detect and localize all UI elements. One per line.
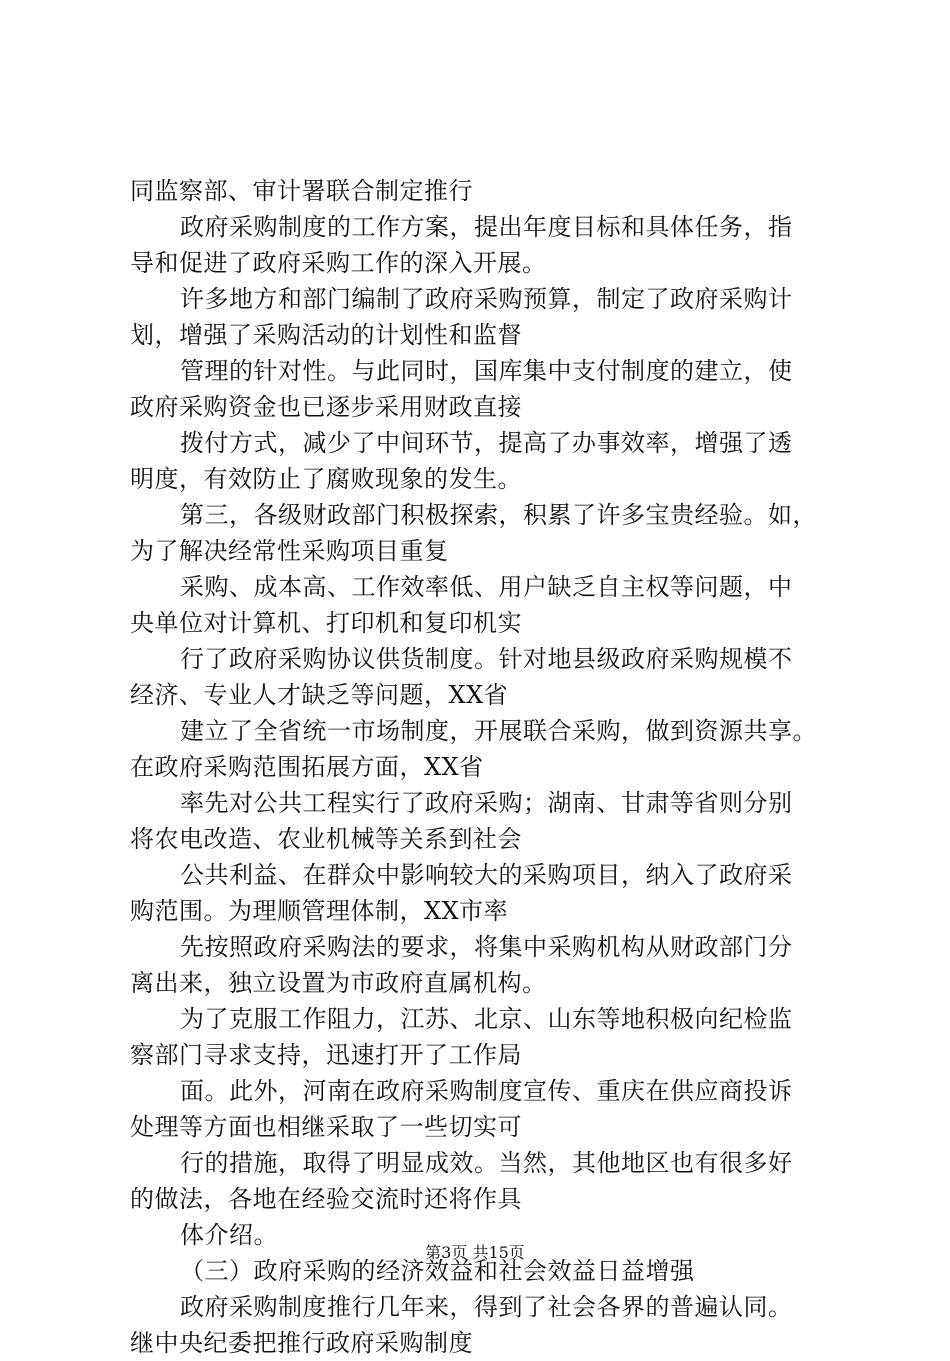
text-line: 央单位对计算机、打印机和复印机实 xyxy=(130,609,522,637)
page-footer: 第3页 共15页 xyxy=(425,1243,525,1262)
text-line: 先按照政府采购法的要求，将集中采购机构从财政部门分 xyxy=(180,933,793,961)
text-line: 面。此外，河南在政府采购制度宣传、重庆在供应商投诉 xyxy=(180,1077,793,1105)
text-line: 第三，各级财政部门积极探索，积累了许多宝贵经验。如， xyxy=(180,501,817,529)
text-line: 采购、成本高、工作效率低、用户缺乏自主权等问题，中 xyxy=(180,573,793,601)
text-line: 建立了全省统一市场制度，开展联合采购，做到资源共享。 xyxy=(180,717,817,745)
text-line: 处理等方面也相继采取了一些切实可 xyxy=(130,1113,522,1141)
text-line: 许多地方和部门编制了政府采购预算，制定了政府采购计 xyxy=(180,285,793,313)
text-line: 政府采购制度的工作方案，提出年度目标和具体任务，指 xyxy=(180,213,793,241)
text-line: 管理的针对性。与此同时，国库集中支付制度的建立，使 xyxy=(180,357,793,385)
text-line: 明度，有效防止了腐败现象的发生。 xyxy=(130,465,522,493)
document-body xyxy=(130,173,830,1361)
text-line: 将农电改造、农业机械等关系到社会 xyxy=(130,825,522,853)
text-line: 同监察部、审计署联合制定推行 xyxy=(130,177,473,205)
text-line: 离出来，独立设置为市政府直属机构。 xyxy=(130,969,547,997)
text-line: 察部门寻求支持，迅速打开了工作局 xyxy=(130,1041,522,1069)
text-line: 行了政府采购协议供货制度。针对地县级政府采购规模不 xyxy=(180,645,793,673)
text-line: 公共利益、在群众中影响较大的采购项目，纳入了政府采 xyxy=(180,861,793,889)
text-line: 政府采购制度推行几年来，得到了社会各界的普遍认同。 xyxy=(180,1293,793,1321)
text-line: 体介绍。 xyxy=(180,1221,278,1249)
text-line: 为了克服工作阻力，江苏、北京、山东等地积极向纪检监 xyxy=(180,1005,793,1033)
text-line: 率先对公共工程实行了政府采购；湖南、甘肃等省则分别 xyxy=(180,789,793,817)
text-line: （三）政府采购的经济效益和社会效益日益增强 xyxy=(180,1257,695,1285)
text-line: 经济、专业人才缺乏等问题，XX省 xyxy=(130,681,509,709)
text-line: 在政府采购范围拓展方面，XX省 xyxy=(130,753,484,781)
text-line: 划，增强了采购活动的计划性和监督 xyxy=(130,321,522,349)
text-line: 购范围。为理顺管理体制，XX市率 xyxy=(130,897,509,925)
text-line: 拨付方式，减少了中间环节，提高了办事效率，增强了透 xyxy=(180,429,793,457)
text-line: 为了解决经常性采购项目重复 xyxy=(130,537,449,565)
text-line: 行的措施，取得了明显成效。当然，其他地区也有很多好 xyxy=(180,1149,793,1177)
text-line: 政府采购资金也已逐步采用财政直接 xyxy=(130,393,522,421)
text-line: 导和促进了政府采购工作的深入开展。 xyxy=(130,249,547,277)
text-line: 的做法，各地在经验交流时还将作具 xyxy=(130,1185,522,1213)
text-line: 继中央纪委把推行政府采购制度 xyxy=(130,1329,473,1357)
